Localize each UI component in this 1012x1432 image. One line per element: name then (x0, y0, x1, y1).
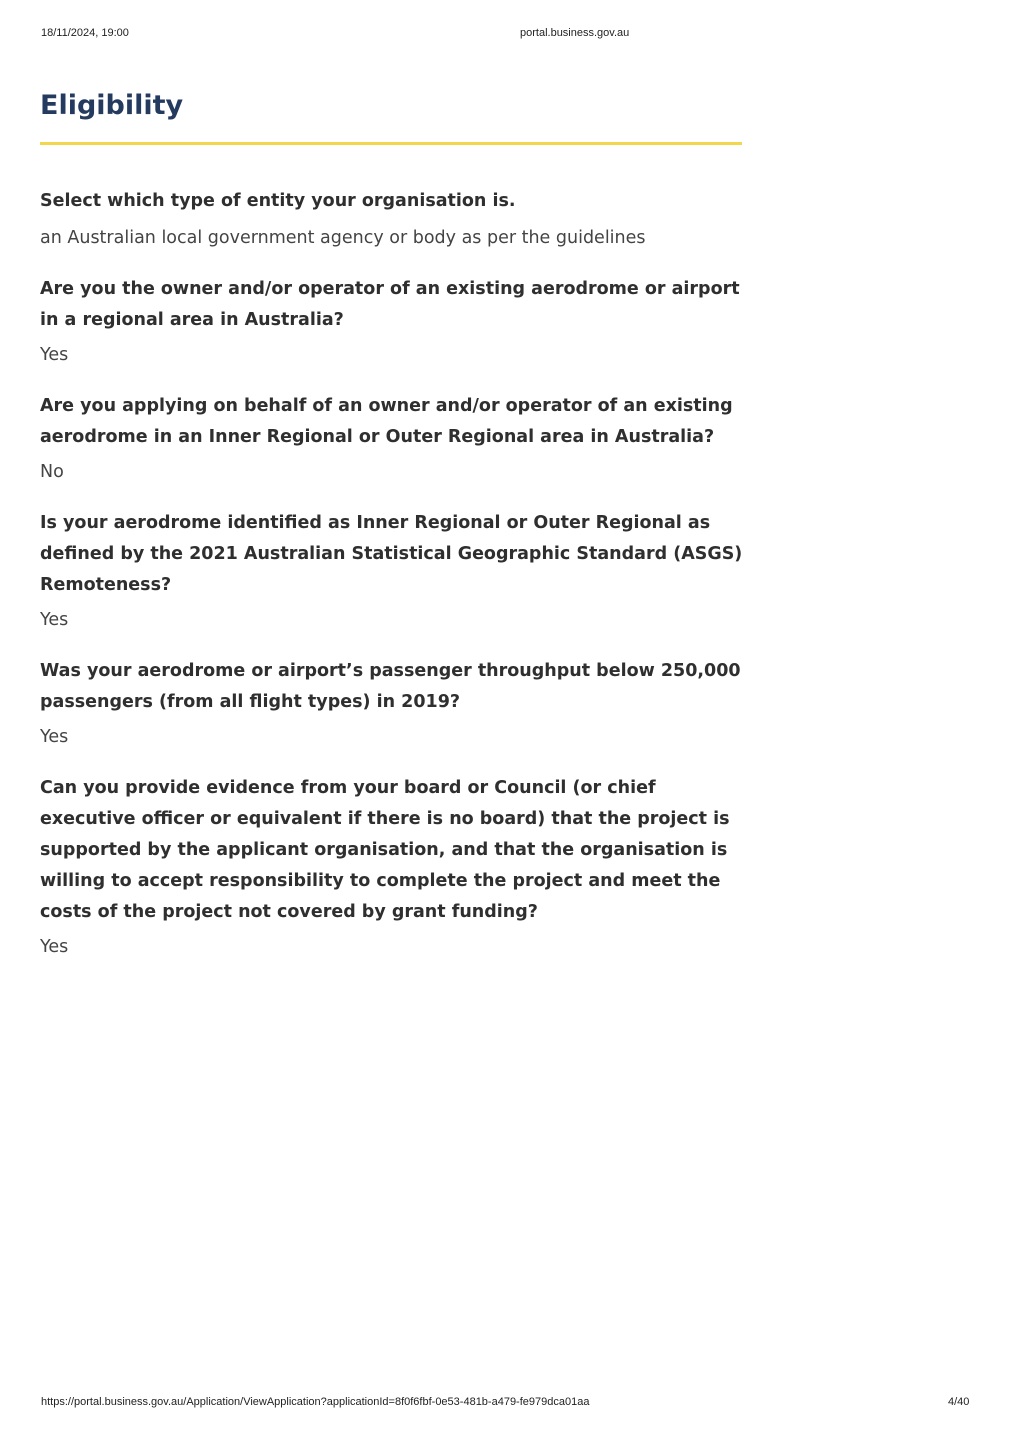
question-text: Can you provide evidence from your board or Council (or chief executive officer or equivalent if there is no board) that the project is supported by the applicant organisation, and that the organisation is willing to accept responsibility to complete the project and meet the costs of the project not covered by grant funding? (40, 778, 730, 922)
page-number: 4/40 (948, 1396, 970, 1408)
question-text: Are you the owner and/or operator of an existing aerodrome or airport in a regional area in Australia? (40, 279, 740, 330)
answer-text: No (40, 462, 64, 482)
question-item-board-evidence (40, 773, 752, 963)
question-item-entity-type (40, 186, 752, 254)
question-text: Is your aerodrome identified as Inner Regional or Outer Regional as defined by the 2021 Australian Statistical Geographic Standard (ASGS) Remoteness? (40, 513, 743, 595)
answer-text: Yes (40, 727, 69, 747)
question-item-owner-operator (40, 274, 752, 371)
answer-text: Yes (40, 610, 69, 630)
question-text: Select which type of entity your organisation is. (40, 191, 516, 211)
section-title: Eligibility (40, 90, 184, 121)
answer-text: Yes (40, 937, 69, 957)
print-header (0, 27, 1012, 43)
question-text: Are you applying on behalf of an owner and/or operator of an existing aerodrome in an Inner Regional or Outer Regional area in Australia? (40, 396, 733, 447)
print-url: https://portal.business.gov.au/Application/ViewApplication?applicationId=8f0f6fbf-0e53-481b-a479-fe979dca01aa (41, 1396, 590, 1408)
question-item-passenger-throughput (40, 656, 752, 753)
title-divider (40, 142, 742, 145)
eligibility-question-list (40, 186, 752, 983)
answer-text: an Australian local government agency or body as per the guidelines (40, 228, 646, 248)
question-text: Was your aerodrome or airport’s passenger throughput below 250,000 passengers (from all flight types) in 2019? (40, 661, 741, 712)
print-datetime: 18/11/2024, 19:00 (41, 27, 129, 39)
question-item-asgs-remoteness (40, 508, 752, 636)
answer-text: Yes (40, 345, 69, 365)
question-item-on-behalf (40, 391, 752, 488)
print-site: portal.business.gov.au (520, 27, 630, 39)
print-footer (0, 1396, 1012, 1412)
